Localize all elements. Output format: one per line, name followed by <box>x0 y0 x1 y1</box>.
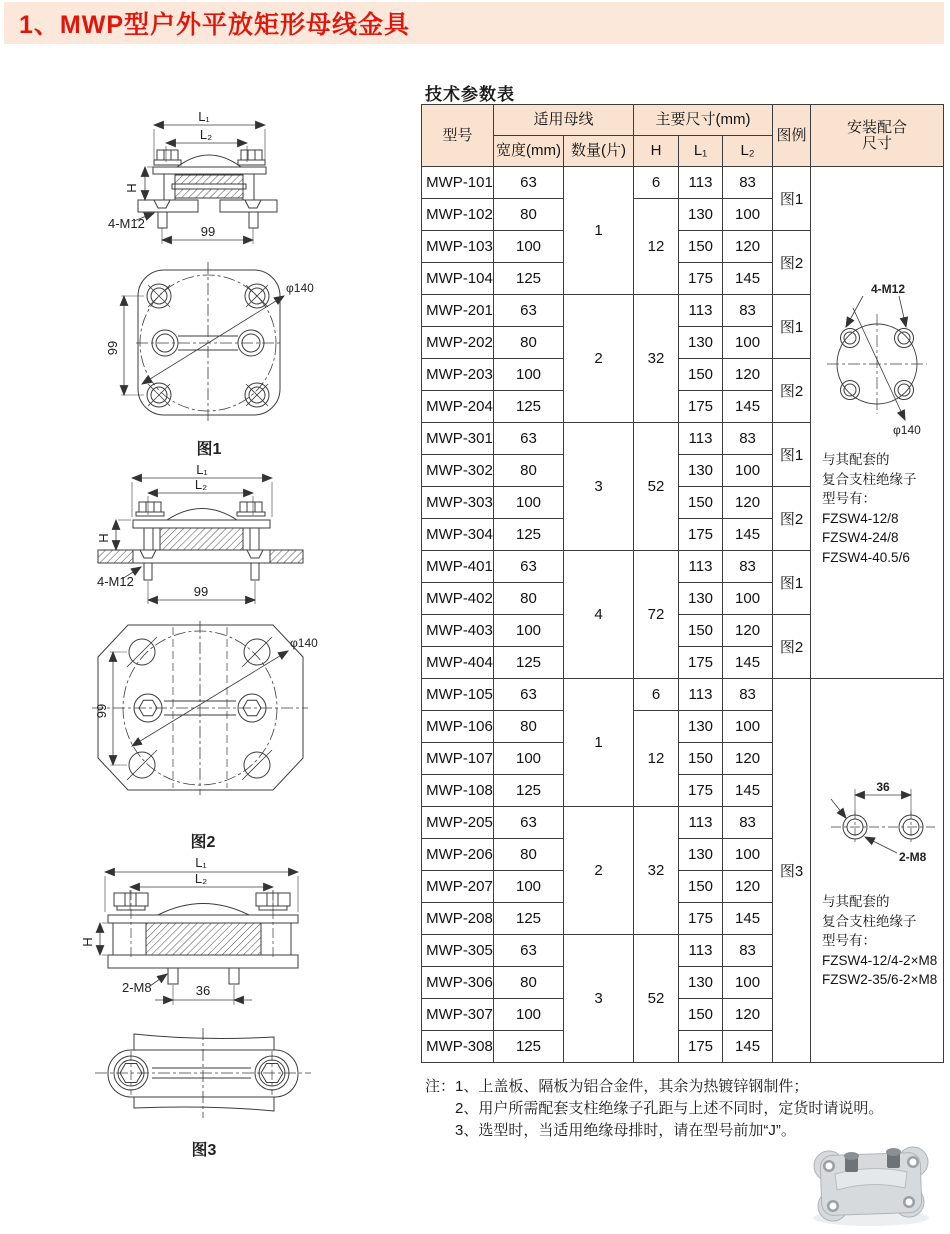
width-cell: 63 <box>494 295 564 327</box>
l1-cell: 113 <box>679 167 723 199</box>
model-cell: MWP-104 <box>422 263 494 295</box>
width-cell: 63 <box>494 935 564 967</box>
l2-cell: 120 <box>723 871 773 903</box>
fig2-l1-label: L₁ <box>196 462 208 477</box>
model-cell: MWP-308 <box>422 1031 494 1063</box>
fig2-front-view <box>96 462 303 604</box>
figure-ref-cell: 图1 <box>773 551 811 615</box>
install1-hole-pattern-drawing <box>815 282 941 444</box>
h-cell: 32 <box>634 807 679 935</box>
l1-cell: 150 <box>679 743 723 775</box>
fig1-l1-label: L₁ <box>198 109 210 124</box>
width-cell: 80 <box>494 967 564 999</box>
l2-cell: 100 <box>723 199 773 231</box>
width-cell: 80 <box>494 455 564 487</box>
quantity-cell: 3 <box>564 423 634 551</box>
fig3-front-view <box>80 855 298 1005</box>
col-header-figure: 图例 <box>773 105 811 167</box>
h-cell: 32 <box>634 295 679 423</box>
width-cell: 125 <box>494 775 564 807</box>
fig1-vertical-pitch-label: 99 <box>105 340 120 356</box>
install2-pitch-label: 36 <box>876 780 890 794</box>
l1-cell: 113 <box>679 295 723 327</box>
fig2-l2-label: L₂ <box>194 477 208 492</box>
col-header-install <box>811 105 944 167</box>
width-cell: 80 <box>494 327 564 359</box>
l1-cell: 175 <box>679 1031 723 1063</box>
h-cell: 6 <box>634 679 679 711</box>
model-cell: MWP-401 <box>422 551 494 583</box>
l1-cell: 130 <box>679 199 723 231</box>
figure-ref-cell: 图2 <box>773 359 811 423</box>
quantity-cell: 1 <box>564 167 634 295</box>
table-title: 技术参数表 <box>425 85 515 104</box>
figure-ref-cell: 图1 <box>773 423 811 487</box>
l2-cell: 120 <box>723 231 773 263</box>
width-cell: 100 <box>494 743 564 775</box>
width-cell: 63 <box>494 423 564 455</box>
clamp-photo-illustration <box>813 1147 929 1226</box>
width-cell: 63 <box>494 167 564 199</box>
model-cell: MWP-307 <box>422 999 494 1031</box>
l1-cell: 150 <box>679 359 723 391</box>
fig2-pitch-label: 99 <box>193 584 209 599</box>
l2-cell: 100 <box>723 967 773 999</box>
install-dims-section1 <box>811 167 943 678</box>
l2-cell: 145 <box>723 1031 773 1063</box>
install-text-line: 复合支柱绝缘子 <box>822 913 917 929</box>
fig2-vertical-pitch-label: 99 <box>94 703 109 719</box>
width-cell: 125 <box>494 263 564 295</box>
width-cell: 125 <box>494 903 564 935</box>
model-cell: MWP-306 <box>422 967 494 999</box>
model-cell: MWP-302 <box>422 455 494 487</box>
h-cell: 52 <box>634 423 679 551</box>
install-text-line: FZSW4-40.5/6 <box>822 549 910 565</box>
col-header-quantity: 数量(片) <box>564 136 634 167</box>
l1-cell: 150 <box>679 615 723 647</box>
model-cell: MWP-207 <box>422 871 494 903</box>
l2-cell: 145 <box>723 391 773 423</box>
note-line-1 <box>425 1076 883 1098</box>
figure-ref-cell: 图3 <box>773 679 811 1063</box>
install2-bolt-label: 2-M8 <box>899 850 927 864</box>
l1-cell: 175 <box>679 647 723 679</box>
l1-cell: 113 <box>679 423 723 455</box>
quantity-cell: 2 <box>564 295 634 423</box>
col-header-width: 宽度(mm) <box>494 136 564 167</box>
model-cell: MWP-301 <box>422 423 494 455</box>
l1-cell: 175 <box>679 903 723 935</box>
width-cell: 80 <box>494 839 564 871</box>
model-cell: MWP-201 <box>422 295 494 327</box>
install-cell <box>811 167 944 679</box>
install-text-line: 复合支柱绝缘子 <box>822 471 917 487</box>
model-cell: MWP-403 <box>422 615 494 647</box>
figure-ref-cell: 图1 <box>773 295 811 359</box>
model-cell: MWP-204 <box>422 391 494 423</box>
l1-cell: 113 <box>679 935 723 967</box>
tech-params-table <box>421 104 944 1063</box>
fig1-caption: 图1 <box>196 441 222 458</box>
fig3-bolt-label: 2-M8 <box>122 980 152 995</box>
figure-ref-cell: 图2 <box>773 615 811 679</box>
width-cell: 125 <box>494 647 564 679</box>
note-prefix: 注： <box>425 1078 456 1095</box>
model-cell: MWP-206 <box>422 839 494 871</box>
l1-cell: 130 <box>679 583 723 615</box>
l1-cell: 150 <box>679 999 723 1031</box>
quantity-cell: 1 <box>564 679 634 807</box>
model-cell: MWP-303 <box>422 487 494 519</box>
fig3-pitch-label: 36 <box>195 983 211 998</box>
model-cell: MWP-108 <box>422 775 494 807</box>
fig1-h-label: H <box>124 183 139 193</box>
h-cell: 72 <box>634 551 679 679</box>
install-text-line: 与其配套的 <box>822 894 890 909</box>
model-cell: MWP-102 <box>422 199 494 231</box>
fig1-l2-label: L₂ <box>199 127 213 142</box>
note-line-2 <box>425 1098 883 1120</box>
l1-cell: 175 <box>679 263 723 295</box>
h-cell: 52 <box>634 935 679 1063</box>
width-cell: 100 <box>494 487 564 519</box>
l2-cell: 120 <box>723 359 773 391</box>
install-text-line: 与其配套的 <box>822 452 890 467</box>
width-cell: 80 <box>494 583 564 615</box>
fig1-front-view <box>108 109 277 244</box>
install1-diameter-label: φ140 <box>893 423 921 437</box>
model-cell: MWP-402 <box>422 583 494 615</box>
figure-ref-cell: 图2 <box>773 231 811 295</box>
model-cell: MWP-202 <box>422 327 494 359</box>
fig3-caption: 图3 <box>191 1142 217 1159</box>
l2-cell: 83 <box>723 295 773 327</box>
install-dims-section2 <box>811 679 943 1062</box>
install-text-line: FZSW4-24/8 <box>822 530 899 545</box>
h-cell: 12 <box>634 711 679 807</box>
model-cell: MWP-404 <box>422 647 494 679</box>
install2-text <box>822 892 937 990</box>
col-header-install-line2: 尺寸 <box>862 134 893 152</box>
l2-cell: 83 <box>723 679 773 711</box>
width-cell: 100 <box>494 615 564 647</box>
fig1-pitch-label: 99 <box>200 224 216 239</box>
install-text-line: 型号有： <box>822 933 877 948</box>
width-cell: 63 <box>494 807 564 839</box>
l2-cell: 100 <box>723 455 773 487</box>
model-cell: MWP-105 <box>422 679 494 711</box>
width-cell: 100 <box>494 871 564 903</box>
l2-cell: 145 <box>723 263 773 295</box>
fig3-plan-view <box>95 1028 311 1118</box>
l1-cell: 150 <box>679 871 723 903</box>
l1-cell: 150 <box>679 231 723 263</box>
install-text-line: FZSW2-35/6-2×M8 <box>822 972 938 987</box>
fig3-l2-label: L₂ <box>194 871 208 886</box>
quantity-cell: 4 <box>564 551 634 679</box>
l2-cell: 100 <box>723 839 773 871</box>
l2-cell: 83 <box>723 935 773 967</box>
width-cell: 125 <box>494 1031 564 1063</box>
l1-cell: 130 <box>679 839 723 871</box>
l2-cell: 100 <box>723 711 773 743</box>
product-photo <box>795 1128 947 1232</box>
l2-cell: 145 <box>723 775 773 807</box>
note-item-2: 2、用户所需配套支柱绝缘子孔距与上述不同时，定货时请说明。 <box>455 1100 884 1117</box>
l1-cell: 150 <box>679 487 723 519</box>
quantity-cell: 3 <box>564 935 634 1063</box>
note-item-3: 3、选型时，当适用绝缘母排时，请在型号前加“J”。 <box>455 1122 796 1139</box>
width-cell: 100 <box>494 231 564 263</box>
figure-ref-cell: 图2 <box>773 487 811 551</box>
figure-ref-cell: 图1 <box>773 167 811 231</box>
l2-cell: 145 <box>723 647 773 679</box>
l1-cell: 175 <box>679 519 723 551</box>
width-cell: 63 <box>494 551 564 583</box>
l2-cell: 145 <box>723 519 773 551</box>
figure-3-drawing <box>70 845 420 1163</box>
install-cell <box>811 679 944 1063</box>
model-cell: MWP-106 <box>422 711 494 743</box>
page-title: 1、MWP型户外平放矩形母线金具 <box>19 11 411 39</box>
fig3-l1-label: L₁ <box>195 855 207 870</box>
table-row <box>422 679 944 711</box>
fig2-diameter-label: φ140 <box>290 636 318 650</box>
figure-1-drawing <box>80 108 420 460</box>
l2-cell: 120 <box>723 487 773 519</box>
fig2-caption: 图2 <box>190 834 216 851</box>
fig1-bolt-label: 4-M12 <box>108 216 145 231</box>
l2-cell: 83 <box>723 807 773 839</box>
l1-cell: 130 <box>679 327 723 359</box>
h-cell: 6 <box>634 167 679 199</box>
fig2-plan-view <box>92 621 318 795</box>
l2-cell: 120 <box>723 615 773 647</box>
l2-cell: 100 <box>723 583 773 615</box>
fig2-bolt-label: 4-M12 <box>97 574 134 589</box>
model-cell: MWP-208 <box>422 903 494 935</box>
width-cell: 125 <box>494 391 564 423</box>
l2-cell: 120 <box>723 999 773 1031</box>
width-cell: 125 <box>494 519 564 551</box>
h-cell: 12 <box>634 199 679 295</box>
width-cell: 63 <box>494 679 564 711</box>
l2-cell: 120 <box>723 743 773 775</box>
model-cell: MWP-107 <box>422 743 494 775</box>
header-row-1 <box>422 105 944 136</box>
l1-cell: 130 <box>679 967 723 999</box>
col-header-busbar-group: 适用母线 <box>494 105 634 136</box>
l1-cell: 130 <box>679 711 723 743</box>
l1-cell: 113 <box>679 679 723 711</box>
figure-2-drawing <box>80 455 420 853</box>
col-header-l1: L₁ <box>679 136 723 167</box>
col-header-h: H <box>634 136 679 167</box>
model-cell: MWP-101 <box>422 167 494 199</box>
l1-cell: 113 <box>679 551 723 583</box>
width-cell: 100 <box>494 999 564 1031</box>
fig1-diameter-label: φ140 <box>286 281 314 295</box>
fig3-h-label: H <box>80 937 95 947</box>
l2-cell: 145 <box>723 903 773 935</box>
install-text-line: FZSW4-12/4-2×M8 <box>822 952 938 968</box>
col-header-dims-group: 主要尺寸(mm) <box>634 105 773 136</box>
model-cell: MWP-304 <box>422 519 494 551</box>
note-item-1: 1、上盖板、隔板为铝合金件，其余为热镀锌钢制件； <box>455 1078 809 1095</box>
model-cell: MWP-305 <box>422 935 494 967</box>
fig2-h-label: H <box>96 533 111 543</box>
l1-cell: 175 <box>679 391 723 423</box>
l2-cell: 100 <box>723 327 773 359</box>
width-cell: 80 <box>494 199 564 231</box>
table-row <box>422 167 944 199</box>
col-header-model: 型号 <box>422 105 494 167</box>
install1-text <box>822 450 917 567</box>
l1-cell: 175 <box>679 775 723 807</box>
install2-hole-pattern-drawing <box>825 779 939 869</box>
install-text-line: FZSW4-12/8 <box>822 510 899 526</box>
quantity-cell: 2 <box>564 807 634 935</box>
page-title-bar <box>4 2 944 44</box>
l2-cell: 83 <box>723 423 773 455</box>
model-cell: MWP-103 <box>422 231 494 263</box>
col-header-l2: L₂ <box>723 136 773 167</box>
install-text-line: 型号有： <box>822 491 877 506</box>
l1-cell: 113 <box>679 807 723 839</box>
width-cell: 80 <box>494 711 564 743</box>
l2-cell: 83 <box>723 551 773 583</box>
l2-cell: 83 <box>723 167 773 199</box>
fig1-plan-view <box>105 262 314 424</box>
model-cell: MWP-203 <box>422 359 494 391</box>
model-cell: MWP-205 <box>422 807 494 839</box>
install1-bolt-label: 4-M12 <box>871 282 906 296</box>
col-header-install-line1: 安装配合 <box>847 118 908 136</box>
l1-cell: 130 <box>679 455 723 487</box>
width-cell: 100 <box>494 359 564 391</box>
